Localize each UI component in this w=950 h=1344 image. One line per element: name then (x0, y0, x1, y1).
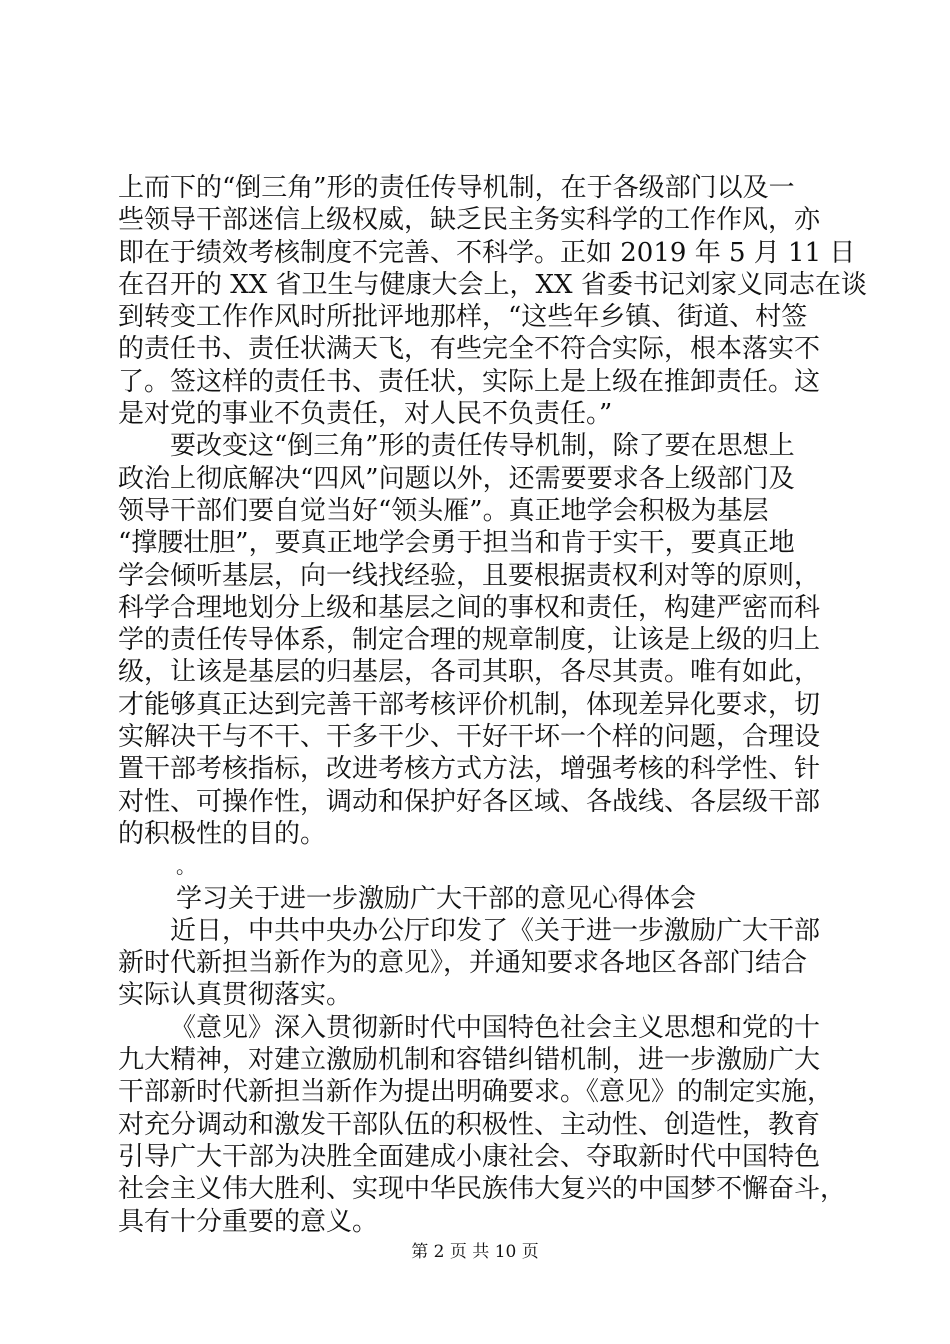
text-line: 政治上彻底解决“四风”问题以外，还需要要求各上级部门及 (118, 463, 795, 494)
text-line: 科学合理地划分上级和基层之间的事权和责任，构建严密而科 (118, 592, 821, 623)
text-line: 置干部考核指标，改进考核方式方法，增强考核的科学性、针 (118, 754, 821, 785)
paragraph-start-line: 近日，中共中央办公厅印发了《关于进一步激励广大干部 (170, 915, 821, 946)
text-line: 领导干部们要自觉当好“领头雁”。真正地学会积极为基层 (118, 495, 769, 526)
text-line: 即在于绩效考核制度不完善、不科学。正如 2019 年 5 月 11 日 (118, 237, 856, 268)
text-line: 些领导干部迷信上级权威，缺乏民主务实科学的工作作风，亦 (118, 205, 821, 236)
text-line: 上而下的“倒三角”形的责任传导机制，在于各级部门以及一 (118, 173, 795, 203)
separator-mark: 。 (176, 854, 196, 879)
text-line: 到转变工作作风时所批评地那样，“这些年乡镇、街道、村签 (118, 302, 808, 333)
text-line: 是对党的事业不负责任，对人民不负责任。” (118, 399, 613, 430)
text-line: 九大精神，对建立激励机制和容错纠错机制，进一步激励广大 (118, 1045, 821, 1076)
paragraph-start-line: 《意见》深入贯彻新时代中国特色社会主义思想和党的十 (170, 1012, 821, 1043)
text-line: 的积极性的目的。 (118, 818, 327, 849)
text-line: 实解决干与不干、干多干少、干好干坏一个样的问题，合理设 (118, 722, 821, 753)
text-line: 干部新时代新担当新作为提出明确要求。《意见》的制定实施， (118, 1077, 834, 1108)
text-line: 实际认真贯彻落实。 (118, 980, 353, 1011)
page-number: 第 2 页 共 10 页 (411, 1242, 539, 1262)
document-body (118, 172, 867, 1238)
text-line: 学的责任传导体系，制定合理的规章制度，让该是上级的归上 (118, 625, 821, 656)
text-line: 具有十分重要的意义。 (118, 1206, 379, 1237)
text-line: 社会主义伟大胜利、实现中华民族伟大复兴的中国梦不懈奋斗， (118, 1174, 847, 1205)
text-line: “撑腰壮胆”，要真正地学会勇于担当和肯于实干，要真正地 (118, 528, 795, 559)
text-line: 级，让该是基层的归基层，各司其职，各尽其责。唯有如此， (118, 657, 821, 688)
text-line: 学会倾听基层，向一线找经验，且要根据责权利对等的原则， (118, 560, 821, 591)
text-line: 才能够真正达到完善干部考核评价机制，体现差异化要求，切 (118, 689, 821, 720)
paragraph-start-line: 要改变这“倒三角”形的责任传导机制，除了要在思想上 (170, 431, 795, 462)
text-line: 了。签这样的责任书、责任状，实际上是上级在推卸责任。这 (118, 366, 821, 397)
text-line: 对性、可操作性，调动和保护好各区域、各战线、各层级干部 (118, 786, 821, 817)
text-line: 的责任书、责任状满天飞，有些完全不符合实际，根本落实不 (118, 334, 821, 365)
text-line: 对充分调动和激发干部队伍的积极性、主动性、创造性，教育 (118, 1109, 821, 1140)
page-footer (0, 1242, 950, 1262)
text-line: 新时代新担当新作为的意见》，并通知要求各地区各部门结合 (118, 948, 808, 979)
text-line: 在召开的 XX 省卫生与健康大会上，XX 省委书记刘家义同志在谈 (118, 269, 867, 300)
text-line: 引导广大干部为决胜全面建成小康社会、夺取新时代中国特色 (118, 1141, 821, 1172)
section-title: 学习关于进一步激励广大干部的意见心得体会 (176, 883, 697, 914)
